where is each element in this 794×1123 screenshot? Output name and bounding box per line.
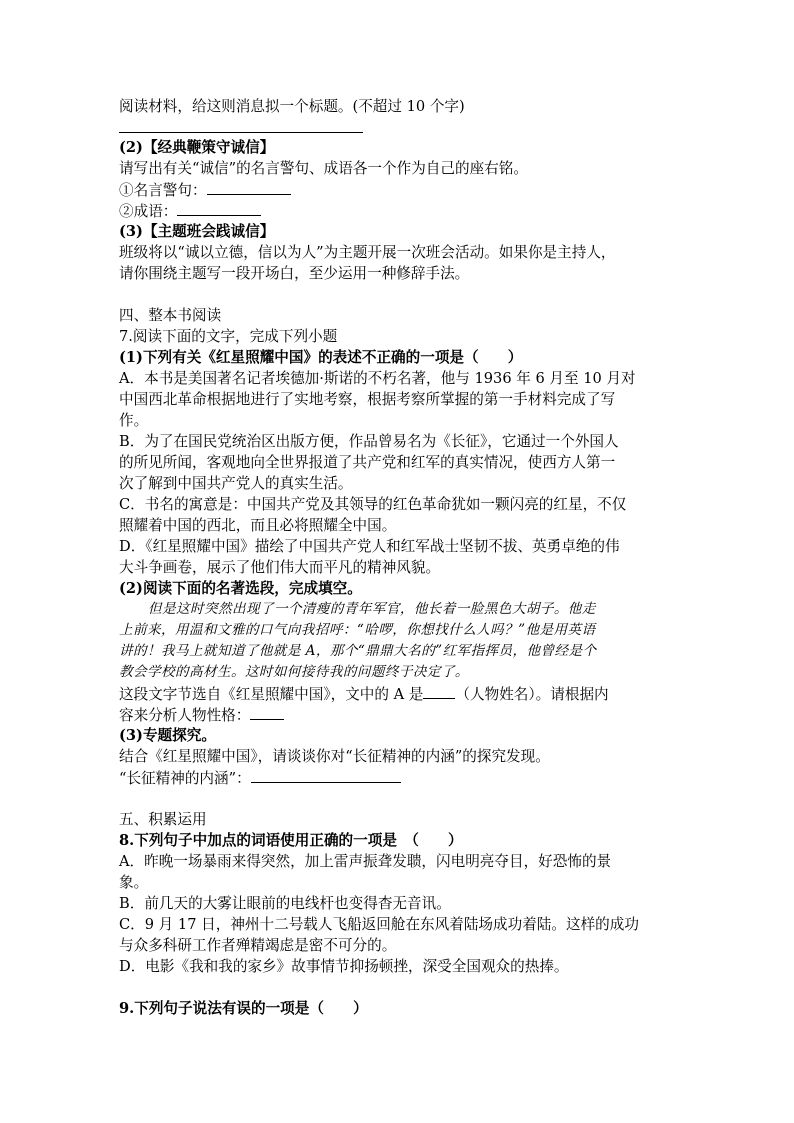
q7-1-option-a-line3: 作。 bbox=[119, 412, 149, 429]
q7-1-option-a-line1: A．本书是美国著名记者埃德加·斯诺的不朽名著，他与 1936 年 6 月至 10 月对 bbox=[119, 370, 636, 387]
q6-3-prompt-line1: 班级将以“诚以立德，信以为人”为主题开展一次班会活动。如果你是主持人， bbox=[119, 244, 616, 261]
q7-2-fill-line2: 容来分析人物性格： bbox=[119, 704, 284, 726]
q6-2-prompt: 请写出有关“诚信”的名言警句、成语各一个作为自己的座右铭。 bbox=[119, 160, 528, 177]
q7-1-option-d-line1: D．《红星照耀中国》描绘了中国共产党人和红军战士坚韧不拔、英勇卓绝的伟 bbox=[119, 538, 620, 555]
q6-2-item-motto: ①名言警句： bbox=[119, 179, 291, 201]
title-instruction: 阅读材料，给这则消息拟一个标题。(不超过 10 个字) bbox=[119, 98, 465, 115]
passage-line3: 讲的！我马上就知道了他就是 A，那个“鼎鼎大名的”红军指挥员，他曾经是个 bbox=[119, 643, 597, 659]
section-4-title: 四、整本书阅读 bbox=[119, 307, 222, 324]
q9-title: 9.下列句子说法有误的一项是（ ） bbox=[119, 1000, 368, 1017]
q8-option-b: B．前几天的大雾让眼前的电线杆也变得杳无音讯。 bbox=[119, 895, 451, 912]
section-5-title: 五、积累运用 bbox=[119, 811, 207, 828]
q7-title: 7.阅读下面的文字，完成下列小题 bbox=[119, 328, 338, 345]
q6-3-heading: (3)【主题班会践诚信】 bbox=[119, 223, 275, 240]
q7-2-fill-line1: 这段文字节选自《红星照耀中国》，文中的 A 是 （人物姓名）。请根据内 bbox=[119, 683, 609, 705]
q7-3-answer-line: “长征精神的内涵”： bbox=[119, 767, 401, 789]
q7-1-option-b-line2: 的所见所闻，客观地向全世界报道了共产党和红军的真实情况，使西方人第一 bbox=[119, 454, 616, 471]
blank-long-march-spirit[interactable] bbox=[251, 767, 401, 783]
q7-1-title: (1)下列有关《红星照耀中国》的表述不正确的一项是（ ） bbox=[119, 349, 523, 366]
q7-1-option-d-line2: 大斗争画卷，展示了他们伟大而平凡的精神风貌。 bbox=[119, 559, 441, 576]
q7-3-prompt: 结合《红星照耀中国》，请谈谈你对“长征精神的内涵”的探究发现。 bbox=[119, 748, 550, 765]
passage-line4: 教会学校的高材生。这时如何接待我的问题终于决定了。 bbox=[119, 664, 469, 680]
q6-2-heading: (2)【经典鞭策守诚信】 bbox=[119, 139, 275, 156]
blank-motto[interactable] bbox=[207, 179, 291, 195]
q7-1-option-c-line2: 照耀着中国的西北，而且必将照耀全中国。 bbox=[119, 517, 397, 534]
passage-line2: 上前来，用温和文雅的口气向我招呼：“哈啰，你想找什么人吗？”他是用英语 bbox=[119, 622, 596, 638]
q8-option-a-line1: A．昨晚一场暴雨来得突然，加上雷声振聋发聩，闪电明亮夺目，好恐怖的景 bbox=[119, 853, 612, 870]
q7-1-option-b-line1: B．为了在国民党统治区出版方便，作品曾易名为《长征》，它通过一个外国人 bbox=[119, 433, 619, 450]
q8-option-d: D．电影《我和我的家乡》故事情节抑扬顿挫，深受全国观众的热捧。 bbox=[119, 958, 569, 975]
blank-idiom[interactable] bbox=[177, 200, 261, 216]
blank-personality[interactable] bbox=[250, 704, 284, 720]
answer-line-title[interactable] bbox=[119, 132, 363, 133]
q8-option-c-line1: C．9 月 17 日，神州十二号载人飞船返回舱在东风着陆场成功着陆。这样的成功 bbox=[119, 916, 639, 933]
q7-2-title: (2)阅读下面的名著选段，完成填空。 bbox=[119, 580, 362, 597]
q8-option-a-line2: 象。 bbox=[119, 874, 149, 891]
blank-person-name[interactable] bbox=[423, 683, 455, 699]
q8-title: 8.下列句子中加点的词语使用正确的一项是 （ ） bbox=[119, 832, 463, 849]
q7-1-option-c-line1: C．书名的寓意是：中国共产党及其领导的红色革命犹如一颗闪亮的红星，不仅 bbox=[119, 496, 627, 513]
q6-3-prompt-line2: 请你围绕主题写一段开场白，至少运用一种修辞手法。 bbox=[119, 265, 470, 282]
passage-line1: 但是这时突然出现了一个清瘦的青年军官，他长着一脸黑色大胡子。他走 bbox=[148, 601, 596, 617]
q8-option-c-line2: 与众多科研工作者殚精竭虑是密不可分的。 bbox=[119, 937, 397, 954]
q7-3-title: (3)专题探究。 bbox=[119, 727, 216, 744]
q7-1-option-b-line3: 次了解到中国共产党人的真实生活。 bbox=[119, 475, 353, 492]
q6-2-item-idiom: ②成语： bbox=[119, 200, 261, 222]
q7-1-option-a-line2: 中国西北革命根据地进行了实地考察，根据考察所掌握的第一手材料完成了写 bbox=[119, 391, 616, 408]
